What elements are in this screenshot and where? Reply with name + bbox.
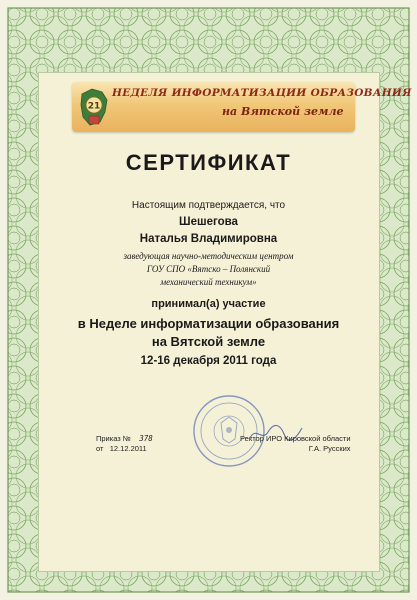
banner-subtitle: на Вятской земле xyxy=(222,105,344,118)
rector-info xyxy=(240,434,351,454)
event-dates: 12-16 декабря 2011 года xyxy=(140,355,277,367)
recipient-position-line1: заведующая научно-методическим центром xyxy=(123,251,294,261)
participation-text: принимал(а) участие xyxy=(151,298,266,310)
order-label: Приказ № xyxy=(96,434,131,443)
order-info xyxy=(96,434,153,454)
kirov-region-logo-icon xyxy=(78,86,110,128)
event-name-line1: в Неделе информатизации образования xyxy=(77,316,340,331)
certificate-title: СЕРТИФИКАТ xyxy=(125,150,292,175)
confirm-text: Настоящим подтверждается, что xyxy=(131,200,286,211)
order-date: 12.12.2011 xyxy=(109,444,147,453)
recipient-position-line2: ГОУ СПО «Вятско – Полянский xyxy=(146,264,271,274)
order-number: 378 xyxy=(139,434,153,443)
order-date-label: от xyxy=(96,444,104,453)
recipient-surname: Шешегова xyxy=(179,216,238,228)
recipient-name: Наталья Владимировна xyxy=(139,233,278,245)
logo-number: 21 xyxy=(87,101,101,112)
event-banner xyxy=(72,82,412,132)
event-name-line2: на Вятской земле xyxy=(151,334,266,349)
banner-title: НЕДЕЛЯ ИНФОРМАТИЗАЦИИ ОБРАЗОВАНИЯ xyxy=(112,87,412,99)
rector-name: Г.А. Русских xyxy=(308,444,351,453)
recipient-position-line3: механический техникум» xyxy=(160,277,257,287)
rector-title: Ректор ИРО Кировской области xyxy=(240,434,351,443)
